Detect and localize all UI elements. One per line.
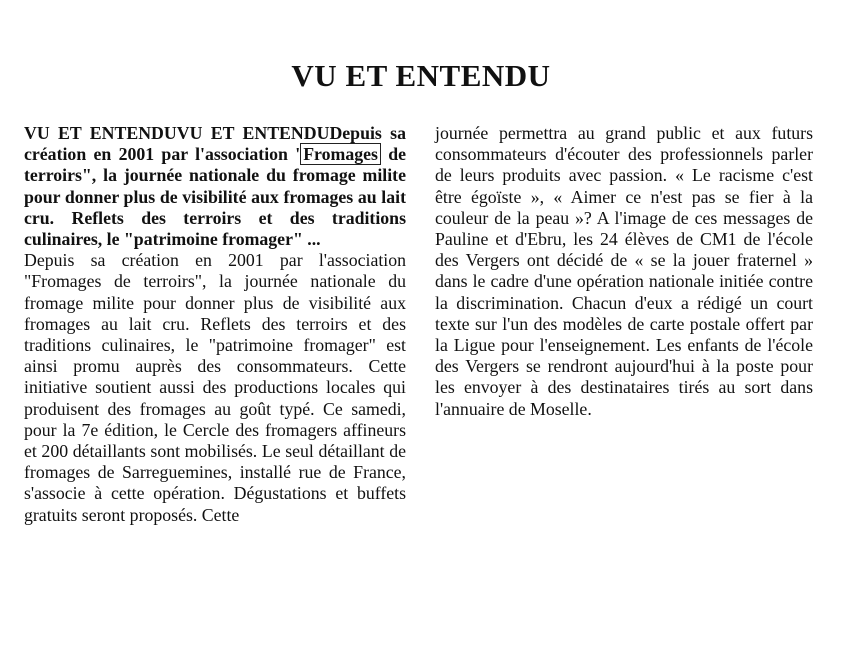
article-lead — [24, 123, 406, 250]
lead-text-before: Depuis sa création en 2001 par l'association ' — [24, 123, 406, 165]
lead-heading: VU ET ENTENDUVU ET ENTENDU — [24, 123, 330, 143]
lead-text-after: de terroirs", la journée nationale du fromage milite pour donner plus de visibilité aux fromages au lait cru. Reflets des terroirs et des traditions culinaires, le "patrimoine fromager" ... — [24, 144, 406, 250]
left-column — [24, 123, 406, 526]
article-body-left: Depuis sa création en 2001 par l'association "Fromages de terroirs", la journée nationale du fromage milite pour donner plus de visibilité aux fromages au lait cru. Reflets des terroirs et des traditions culinaires, le "patrimoine fromager" est ainsi promu auprès des consommateurs. Cette initiative soutient aussi des productions locales qui produisent des fromages au goût typé. Ce samedi, pour la 7e édition, le Cercle des fromagers affineurs et 200 détaillants sont mobilisés. Le seul détaillant de fromages de Sarreguemines, installé rue de France, s'associe à cette opération. Dégustations et buffets gratuits seront proposés. Cette — [24, 250, 406, 525]
article-title: VU ET ENTENDU — [291, 58, 551, 93]
right-column — [435, 123, 813, 420]
highlighted-search-term: Fromages — [300, 143, 381, 165]
article-body-right: journée permettra au grand public et aux futurs consommateurs d'écouter des professionnels parler de leurs produits avec passion. « Le racisme c'est être égoïste », « Aimer ce n'est pas se fier à la couleur de la peau »? A l'image de ces messages de Pauline et d'Ebru, les 24 élèves de CM1 de l'école des Vergers ont décidé de « se la jouer fraternel » dans le cadre d'une opération nationale initiée contre la discrimination. Chacun d'eux a rédigé un court texte sur l'un des modèles de carte postale offert par la Ligue pour l'enseignement. Les enfants de l'école des Vergers se rendront aujourd'hui à la poste pour les envoyer à des destinataires tirés au sort dans l'annuaire de Moselle. — [435, 123, 813, 419]
